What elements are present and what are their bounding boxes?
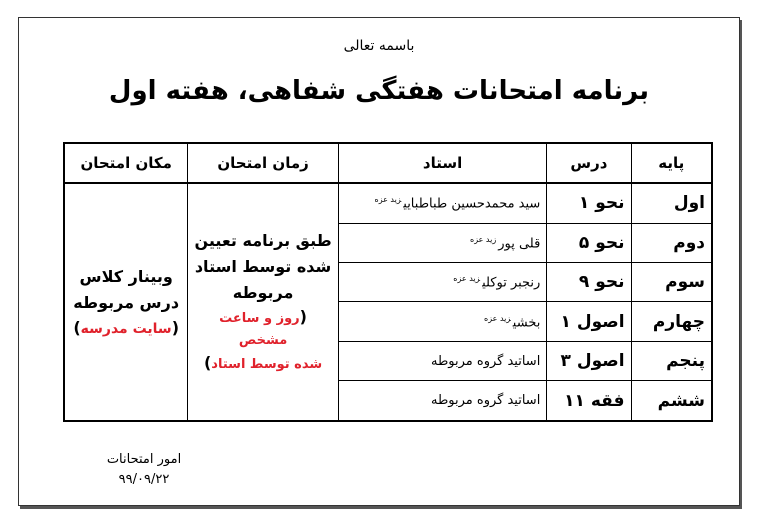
signature-block [89,450,199,490]
place-line-2: درس مربوطه [73,292,180,312]
teacher-name: قلی پور [498,235,541,251]
course-cell: اصول ۱ [547,302,631,341]
issue-date: ۹۹/۰۹/۲۲ [118,472,170,487]
exam-place-cell: وبینار کلاس درس مربوطه (سایت مدرسه) [64,183,188,421]
document-frame [18,17,740,506]
teacher-name: بخشی [512,314,541,330]
honorific: زید عزه [470,234,497,244]
teacher-cell: اساتید گروه مربوطه [338,381,547,421]
header-course: درس [547,143,631,183]
place-line-1: وبینار کلاس [79,266,173,286]
teacher-cell [338,223,547,262]
honorific: زید عزه [484,313,511,323]
table-header-row [64,143,712,183]
teacher-name: سید محمدحسین طباطبایی [403,196,541,212]
header-grade: پایه [631,143,712,183]
page-title: برنامه امتحانات هفتگی شفاهی، هفته اول [108,76,650,106]
header-teacher: استاد [338,143,547,183]
teacher-name: رنجبر توکلی [482,275,541,291]
course-cell: نحو ۵ [547,223,631,262]
time-line-2: شده توسط استاد [194,257,332,276]
time-note-line-2: شده توسط استاد [211,357,323,372]
course-cell: فقه ۱۱ [547,381,631,421]
invocation-text: باسمه تعالی [343,38,415,54]
course-cell: اصول ۳ [547,341,631,380]
exam-time-cell: طبق برنامه تعیین شده توسط استاد مربوطه (روز و ساعت مشخص شده توسط استاد) [188,183,338,421]
office-name: امور امتحانات [106,452,182,467]
place-note: سایت مدرسه [80,320,172,337]
grade-cell: دوم [631,223,712,262]
course-cell: نحو ۹ [547,262,631,301]
time-line-3: مربوطه [232,283,294,302]
teacher-cell [338,302,547,341]
grade-cell: سوم [631,262,712,301]
header-place: مکان امتحان [64,143,188,183]
grade-cell: چهارم [631,302,712,341]
course-cell: نحو ۱ [547,183,631,223]
grade-cell: اول [631,183,712,223]
grade-cell: پنجم [631,341,712,380]
header-time: زمان امتحان [188,143,338,183]
time-note-line-1: روز و ساعت مشخص [219,311,300,348]
grade-cell: ششم [631,381,712,421]
teacher-cell [338,183,547,223]
teacher-cell [338,262,547,301]
exam-schedule-table [63,142,713,422]
honorific: زید عزه [374,195,402,205]
time-line-1: طبق برنامه تعیین [194,231,332,250]
table-row [64,183,712,223]
honorific: زید عزه [453,274,481,284]
teacher-cell: اساتید گروه مربوطه [338,341,547,380]
